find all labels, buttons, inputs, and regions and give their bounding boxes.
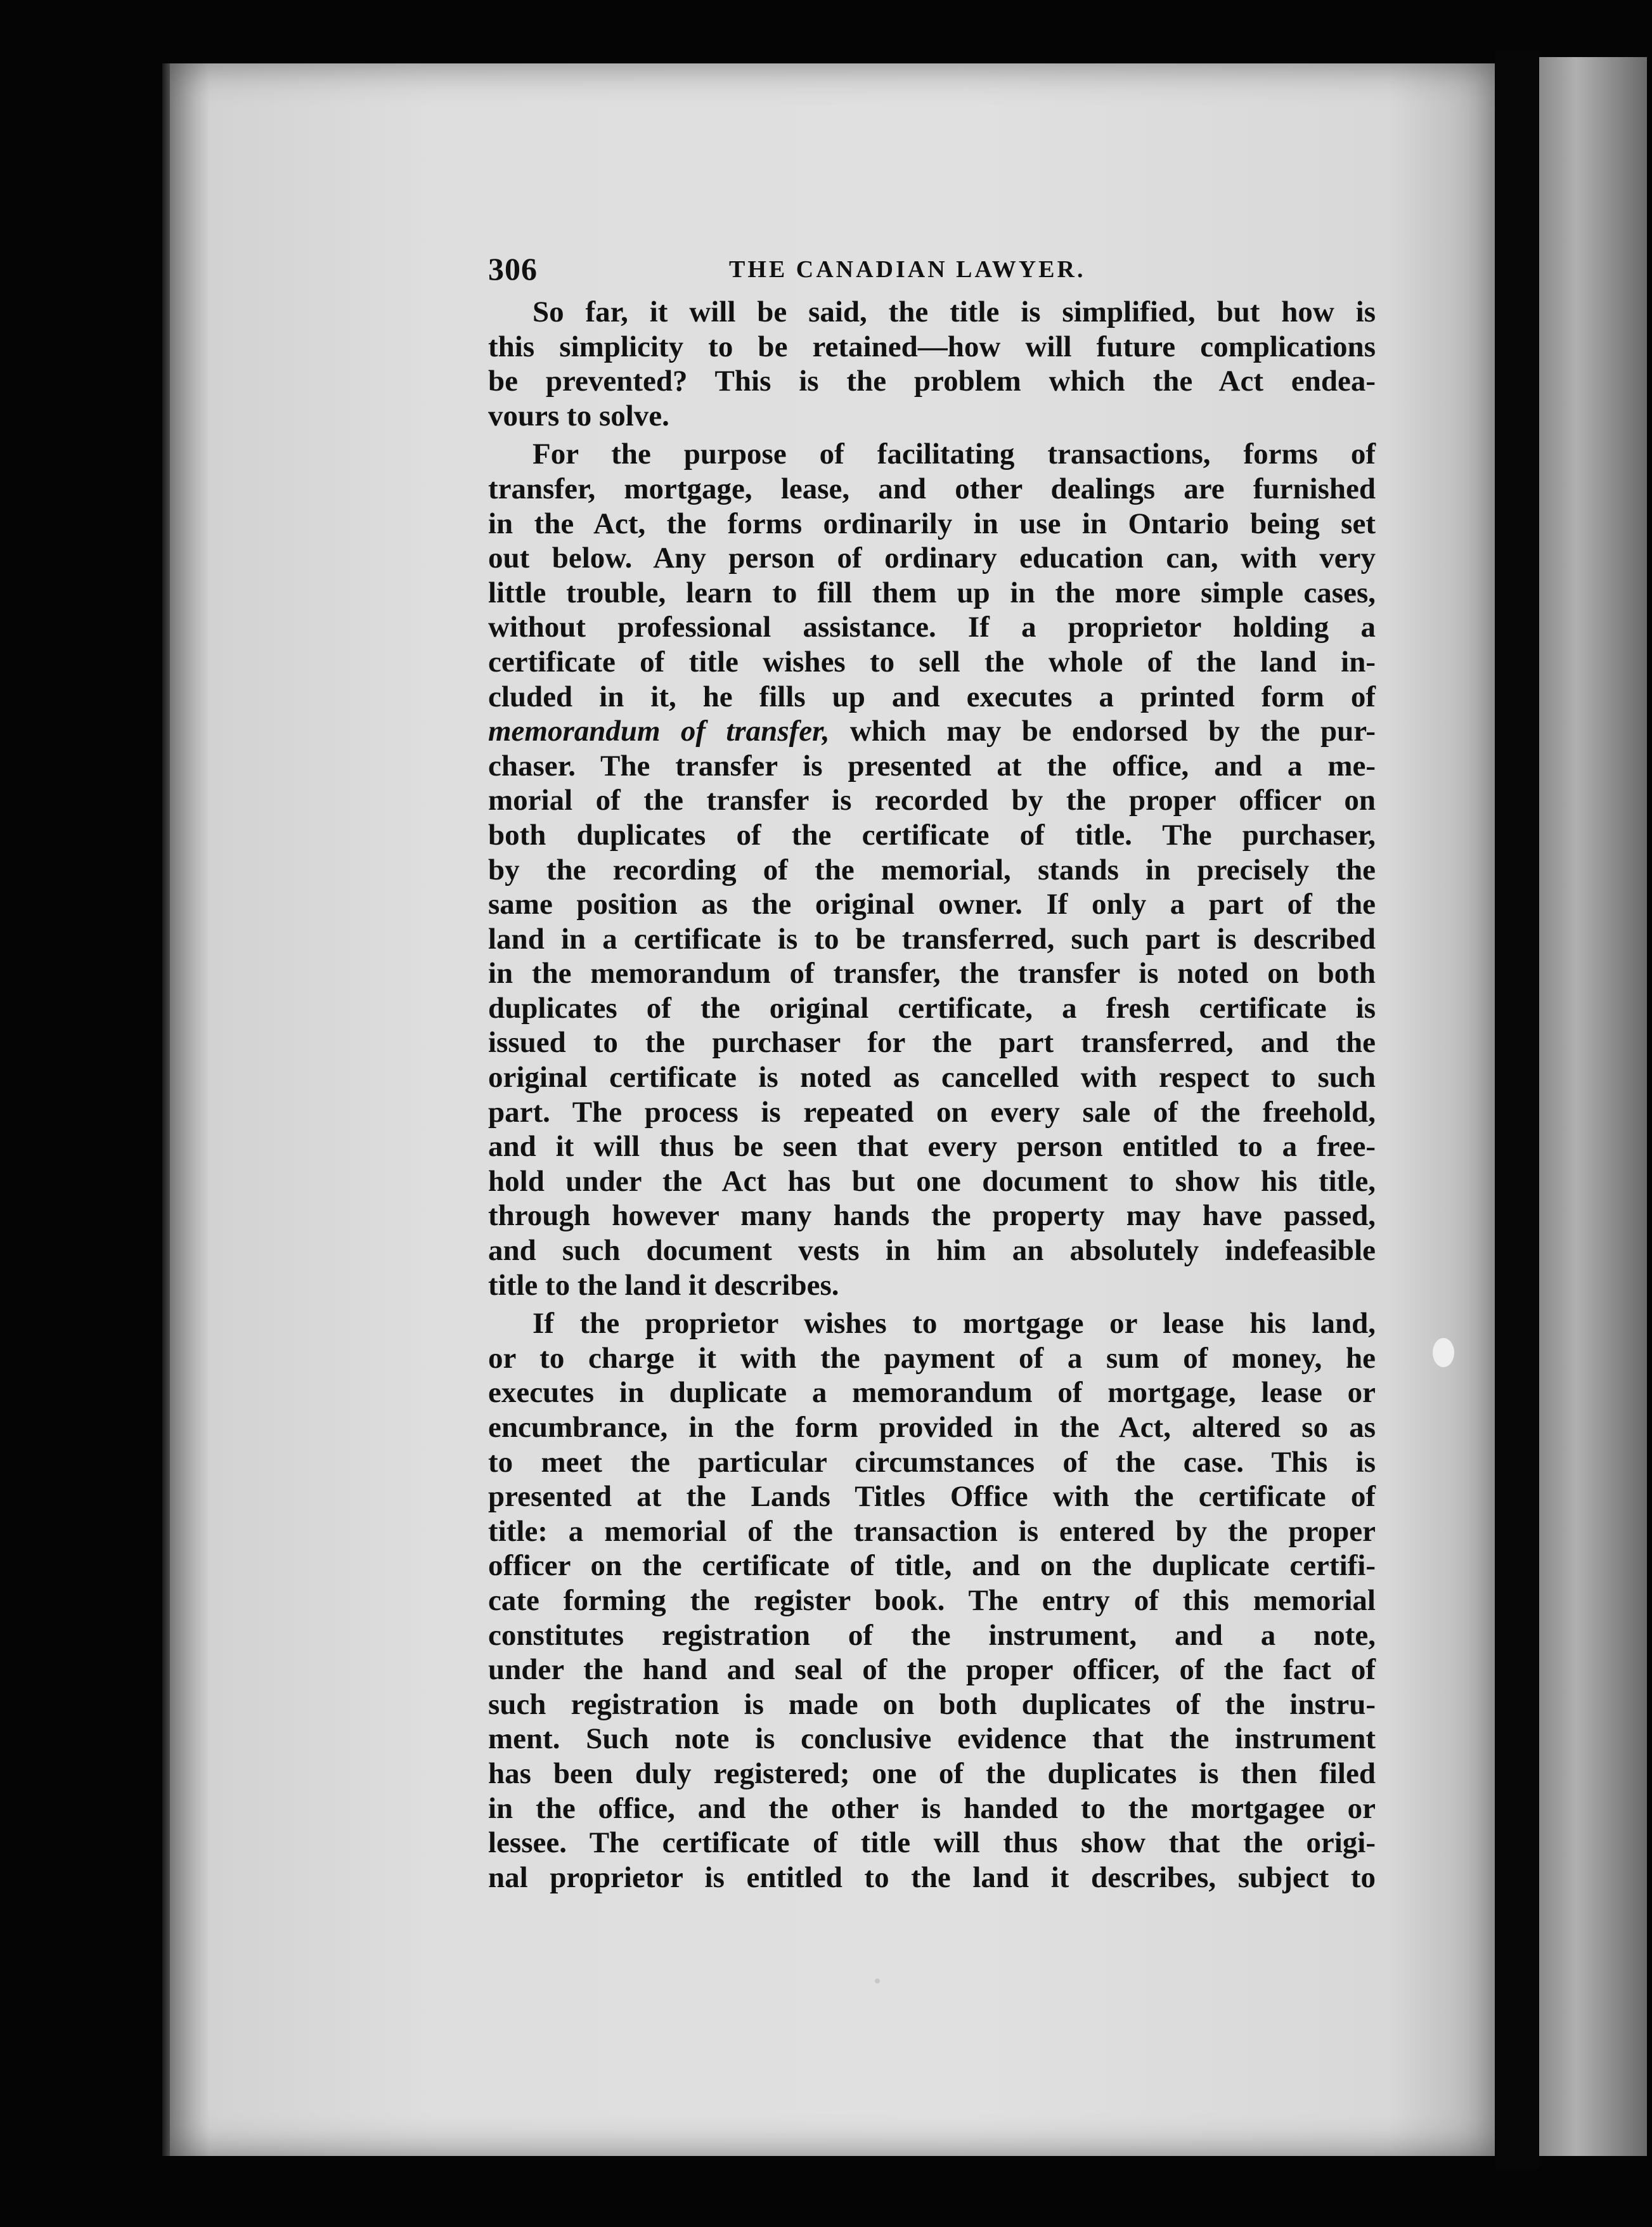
text-line: out below. Any person of ordinary education can, with very xyxy=(488,542,1376,575)
text-line: part. The process is repeated on every sale of the freehold, xyxy=(488,1095,1376,1129)
text-line: be prevented? This is the problem which the Act endea- xyxy=(488,365,1376,398)
text-line: hold under the Act has but one document to show his title, xyxy=(488,1164,1376,1198)
text-line: transfer, mortgage, lease, and other dealings are furnished xyxy=(488,472,1376,505)
text-line: chaser. The transfer is presented at the office, and a me- xyxy=(488,749,1376,782)
text-line: has been duly registered; one of the duplicates is then filed xyxy=(488,1756,1376,1790)
text-line: and it will thus be seen that every person entitled to a free- xyxy=(488,1130,1376,1164)
text-line: through however many hands the property may have passed, xyxy=(488,1199,1376,1233)
text-line: certificate of title wishes to sell the whole of the land in- xyxy=(488,645,1376,678)
text-line: So far, it will be said, the title is simplified, but how is xyxy=(532,295,1376,328)
text-line: in the office, and the other is handed to the mortgagee or xyxy=(488,1791,1376,1825)
text-line: title: a memorial of the transaction is entered by the proper xyxy=(488,1514,1376,1548)
text-line: title to the land it describes. xyxy=(488,1268,839,1302)
text-line: by the recording of the memorial, stands in precisely the xyxy=(488,853,1376,886)
paper-speck xyxy=(875,1978,880,1984)
text-line: in the memorandum of transfer, the transfer is noted on both xyxy=(488,957,1376,990)
text-line: same position as the original owner. If only a part of the xyxy=(488,888,1376,921)
text-line: memorandum of transfer, which may be endorsed by the pur- xyxy=(488,715,1376,748)
text-line: land in a certificate is to be transferred, such part is described xyxy=(488,922,1376,956)
text-line: without professional assistance. If a proprietor holding a xyxy=(488,611,1376,644)
text-line: original certificate is noted as cancelled with respect to such xyxy=(488,1061,1376,1094)
text-line: cluded in it, he fills up and executes a printed form of xyxy=(488,680,1376,713)
text-line: presented at the Lands Titles Office with the certificate of xyxy=(488,1480,1376,1514)
text-line: If the proprietor wishes to mortgage or lease his land, xyxy=(532,1307,1376,1341)
text-line: officer on the certificate of title, and on the duplicate certifi- xyxy=(488,1549,1376,1583)
page-number: 306 xyxy=(488,251,538,287)
text-line: such registration is made on both duplicates of the instru- xyxy=(488,1687,1376,1721)
text-line: issued to the purchaser for the part transferred, and the xyxy=(488,1026,1376,1060)
text-line: duplicates of the original certificate, a fresh certificate is xyxy=(488,991,1376,1025)
text-line: ment. Such note is conclusive evidence that the instrument xyxy=(488,1722,1376,1756)
text-line: executes in duplicate a memorandum of mortgage, lease or xyxy=(488,1376,1376,1410)
paragraph-1 xyxy=(488,295,1376,433)
italic-phrase: memorandum of transfer, xyxy=(488,715,830,748)
text-line: both duplicates of the certificate of title. The purchaser, xyxy=(488,818,1376,852)
text-line: and such document vests in him an absolutely indefeasible xyxy=(488,1234,1376,1268)
text-line: encumbrance, in the form provided in the Act, altered so as xyxy=(488,1411,1376,1444)
text-line: lessee. The certificate of title will thus show that the origi- xyxy=(488,1826,1376,1860)
running-head xyxy=(488,250,1376,295)
adjacent-page-edge xyxy=(1539,57,1647,2156)
text-line: this simplicity to be retained—how will future complications xyxy=(488,330,1376,363)
text-line: in the Act, the forms ordinarily in use in Ontario being set xyxy=(488,507,1376,540)
text-line: cate forming the register book. The entry of this memorial xyxy=(488,1583,1376,1617)
text-line: morial of the transfer is recorded by the proper officer on xyxy=(488,784,1376,817)
text-line: vours to solve. xyxy=(488,399,669,432)
text-line: or to charge it with the payment of a sum of money, he xyxy=(488,1341,1376,1375)
text-line: For the purpose of facilitating transactions, forms of xyxy=(532,438,1376,471)
text-line: under the hand and seal of the proper officer, of the fact of xyxy=(488,1653,1376,1687)
running-title: THE CANADIAN LAWYER. xyxy=(729,256,1086,283)
paragraph-3 xyxy=(488,1306,1376,1895)
text-line: nal proprietor is entitled to the land it describes, subject to xyxy=(488,1860,1376,1894)
page-text xyxy=(488,250,1376,1899)
text-line: to meet the particular circumstances of the case. This is xyxy=(488,1445,1376,1479)
paper-speck xyxy=(1433,1338,1454,1367)
page-gutter xyxy=(1495,51,1539,2169)
text-line: little trouble, learn to fill them up in the more simple cases, xyxy=(488,576,1376,609)
paragraph-2 xyxy=(488,437,1376,1302)
text-line: constitutes registration of the instrument, and a note, xyxy=(488,1618,1376,1652)
